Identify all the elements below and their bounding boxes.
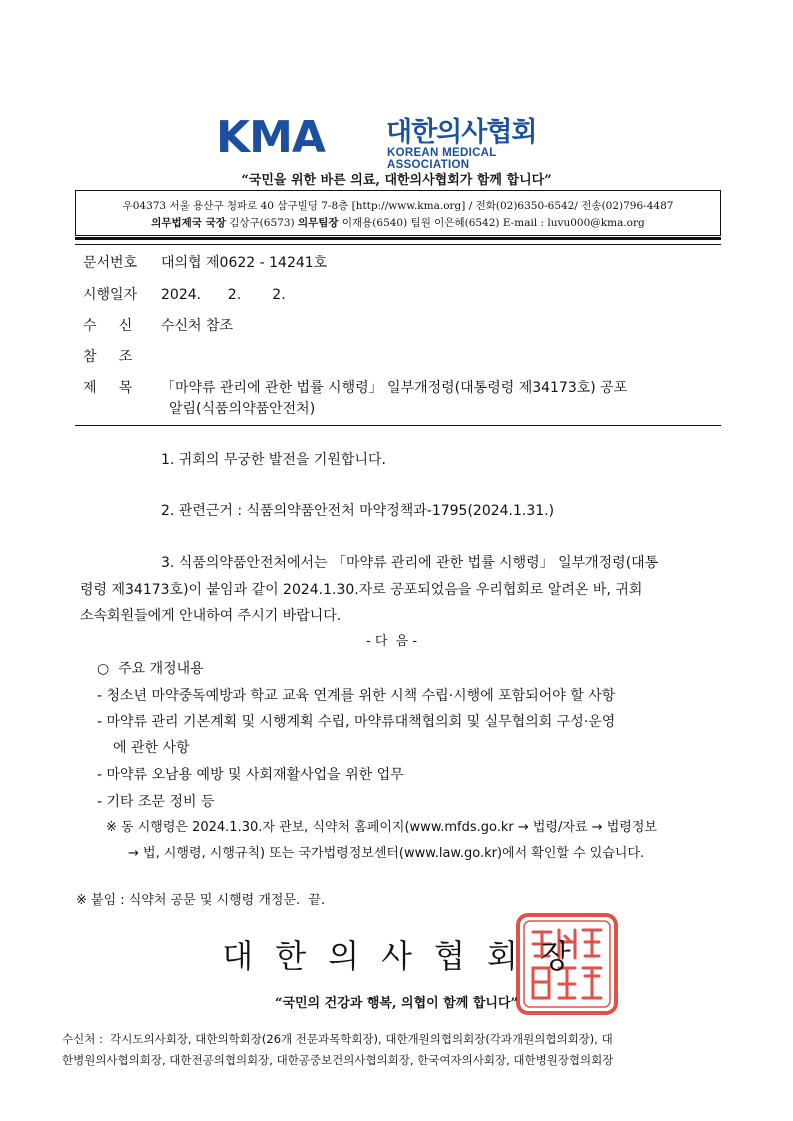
- subject-value-cont: 알림(식품의약품안전처): [169, 401, 316, 417]
- sender-name: 대한의사협회장: [222, 937, 593, 975]
- attachment-line: ※ 붙임 : 식약처 공문 및 시행령 개정문. 끝.: [76, 893, 326, 908]
- recipient-label: 수 신: [83, 318, 133, 334]
- paragraph-3-line-3: 소속회원들에게 안내하여 주시기 바랍니다.: [80, 608, 342, 624]
- recipients-line-2: 한병원의사협의회장, 대한전공의협의회장, 대한공중보건의사협의회장, 한국여자의사회장, 대한병원장협의회장: [62, 1053, 614, 1067]
- dept-label: 의무법제국 국장: [151, 217, 226, 229]
- list-item: - 마약류 오남용 예방 및 사회재활사업을 위한 업무: [97, 767, 404, 783]
- address-box: [75, 190, 721, 236]
- list-item: - 기타 조문 정비 등: [97, 794, 215, 810]
- dept-person: 김상구(6573): [229, 217, 295, 229]
- paragraph-3-line-2: 령령 제34173호)이 붙임과 같이 2024.1.30.자로 공포되었음을 우리협회로 알려온 바, 귀회: [80, 582, 643, 598]
- next-heading: - 다 음 -: [366, 634, 418, 649]
- list-item: - 마약류 관리 기본계획 및 시행계획 수립, 마약류대책협의회 및 실무협의회 구성·운영: [97, 714, 616, 730]
- note-line-1: ※ 동 시행령은 2024.1.30.자 관보, 식약처 홈페이지(www.mfds.go.kr → 법령/자료 → 법령정보: [106, 820, 657, 835]
- sender-slogan: “국민의 건강과 행복, 의협이 함께 합니다”: [274, 996, 519, 1011]
- date-label: 시행일자: [83, 287, 138, 303]
- kma-logo: [216, 112, 576, 171]
- meta-top-rule: [75, 244, 721, 245]
- doc-number-label: 문서번호: [83, 255, 138, 271]
- team-person: 이재용(6540): [341, 217, 408, 229]
- list-item-cont: 에 관한 사항: [113, 740, 190, 756]
- recipients-line-1: 수신처 : 각시도의사회장, 대한의학회장(26개 전문과목학회장), 대한개원의협의회장(각과개원의협의회장), 대: [62, 1032, 613, 1046]
- paragraph-2: 2. 관련근거 : 식품의약품안전처 마약정책과-1795(2024.1.31.): [161, 503, 555, 519]
- header-slogan: “국민을 위한 바른 의료, 대한의사협회가 함께 합니다”: [241, 173, 552, 188]
- doc-number-value: 대의협 제0622 - 14241호: [161, 255, 328, 271]
- contact-line: [76, 215, 720, 230]
- staff-contact: 팀원 이은혜(6542) E-mail : luvu000@kma.org: [410, 217, 645, 229]
- subject-label: 제 목: [83, 380, 133, 396]
- paragraph-3-line-1: 3. 식품의약품안전처에서는 「마약류 관리에 관한 법률 시행령」 일부개정령(대통: [161, 555, 659, 571]
- recipient-value: 수신처 참조: [161, 318, 234, 334]
- logo-name-korean: 대한의사협회: [386, 117, 537, 148]
- meta-bottom-rule: [75, 425, 721, 426]
- reference-label: 참 조: [83, 349, 133, 365]
- section-title: ○ 주요 개정내용: [97, 661, 204, 677]
- logo-mark: KMA: [216, 112, 325, 163]
- paragraph-1: 1. 귀회의 무궁한 발전을 기원합니다.: [161, 452, 386, 468]
- address-line: 우04373 서울 용산구 청파로 40 삼구빌딩 7-8층 [http://www.kma.org] / 전화(02)6350-6542/ 전송(02)796-4487: [122, 200, 674, 212]
- subject-value: 「마약류 관리에 관한 법률 시행령」 일부개정령(대통령령 제34173호) 공포: [161, 380, 628, 396]
- logo-name-english: KOREAN MEDICAL ASSOCIATION: [387, 147, 497, 171]
- list-item: - 청소년 마약중독예방과 학교 교육 연계를 위한 시책 수립·시행에 포함되어야 할 사항: [97, 688, 616, 704]
- address-divider: [75, 237, 721, 240]
- date-value: 2024. 2. 2.: [161, 287, 286, 303]
- note-line-2: → 법, 시행령, 시행규칙) 또는 국가법령정보센터(www.law.go.kr)에서 확인할 수 있습니다.: [128, 846, 645, 861]
- team-label: 의무팀장: [297, 217, 339, 229]
